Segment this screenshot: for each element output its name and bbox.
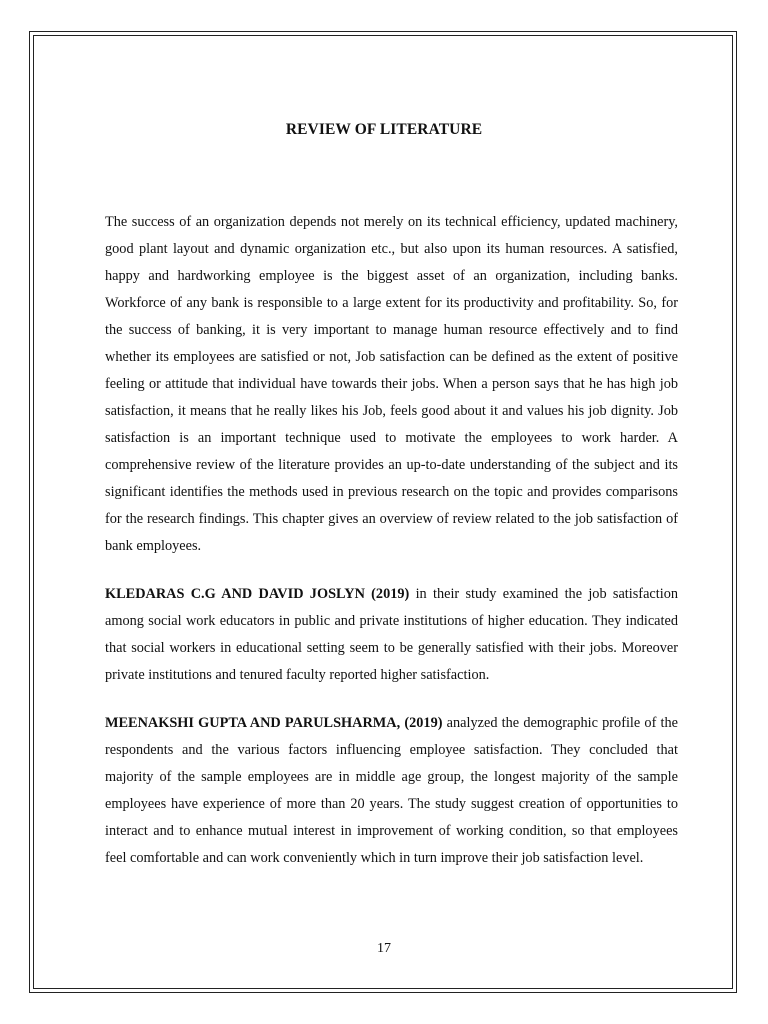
review-text-kledaras: in their study examined the job satisfaction among social work educators in public and private institutions of higher education. They indicated that social workers in educational setting seem to be generally satisfied with their jobs. Moreover private institutions and tenured faculty reported higher satisfaction.: [105, 586, 678, 683]
intro-paragraph: The success of an organization depends not merely on its technical efficiency, updated machinery, good plant layout and dynamic organization etc., but also upon its human resources. A satisfied, happy and hardworking employee is the biggest asset of an organization, including banks. Workforce of any bank is responsible to a large extent for its productivity and profitability. So, for the success of banking, it is very important to manage human resource effectively and to find whether its employees are satisfied or not, Job satisfaction can be defined as the extent of positive feeling or attitude that individual have towards their jobs. When a person says that he has high job satisfaction, it means that he really likes his Job, feels good about it and values his job dignity. Job satisfaction is an important technique used to motivate the employees to work harder. A comprehensive review of the literature provides an up-to-date understanding of the subject and its significant identifies the methods used in previous research on the topic and provides comparisons for the research findings. This chapter gives an overview of review related to the job satisfaction of bank employees.: [105, 214, 678, 554]
review-paragraph-meenakshi: [105, 710, 678, 872]
review-heading-kledaras: KLEDARAS C.G AND DAVID JOSLYN (2019): [105, 586, 410, 602]
review-heading-meenakshi: MEENAKSHI GUPTA AND PARULSHARMA, (2019): [105, 715, 443, 731]
page-number: 17: [377, 941, 391, 956]
review-text-meenakshi: analyzed the demographic profile of the respondents and the various factors influencing employee satisfaction. They concluded that majority of the sample employees are in middle age group, the longest majority of the sample employees have experience of more than 20 years. The study suggest creation of opportunities to interact and to enhance mutual interest in improvement of working condition, so that employees feel comfortable and can work conveniently which in turn improve their job satisfaction level.: [105, 715, 678, 866]
document-body: [105, 209, 678, 872]
review-paragraph-kledaras: [105, 581, 678, 689]
page-title: REVIEW OF LITERATURE: [285, 121, 483, 138]
